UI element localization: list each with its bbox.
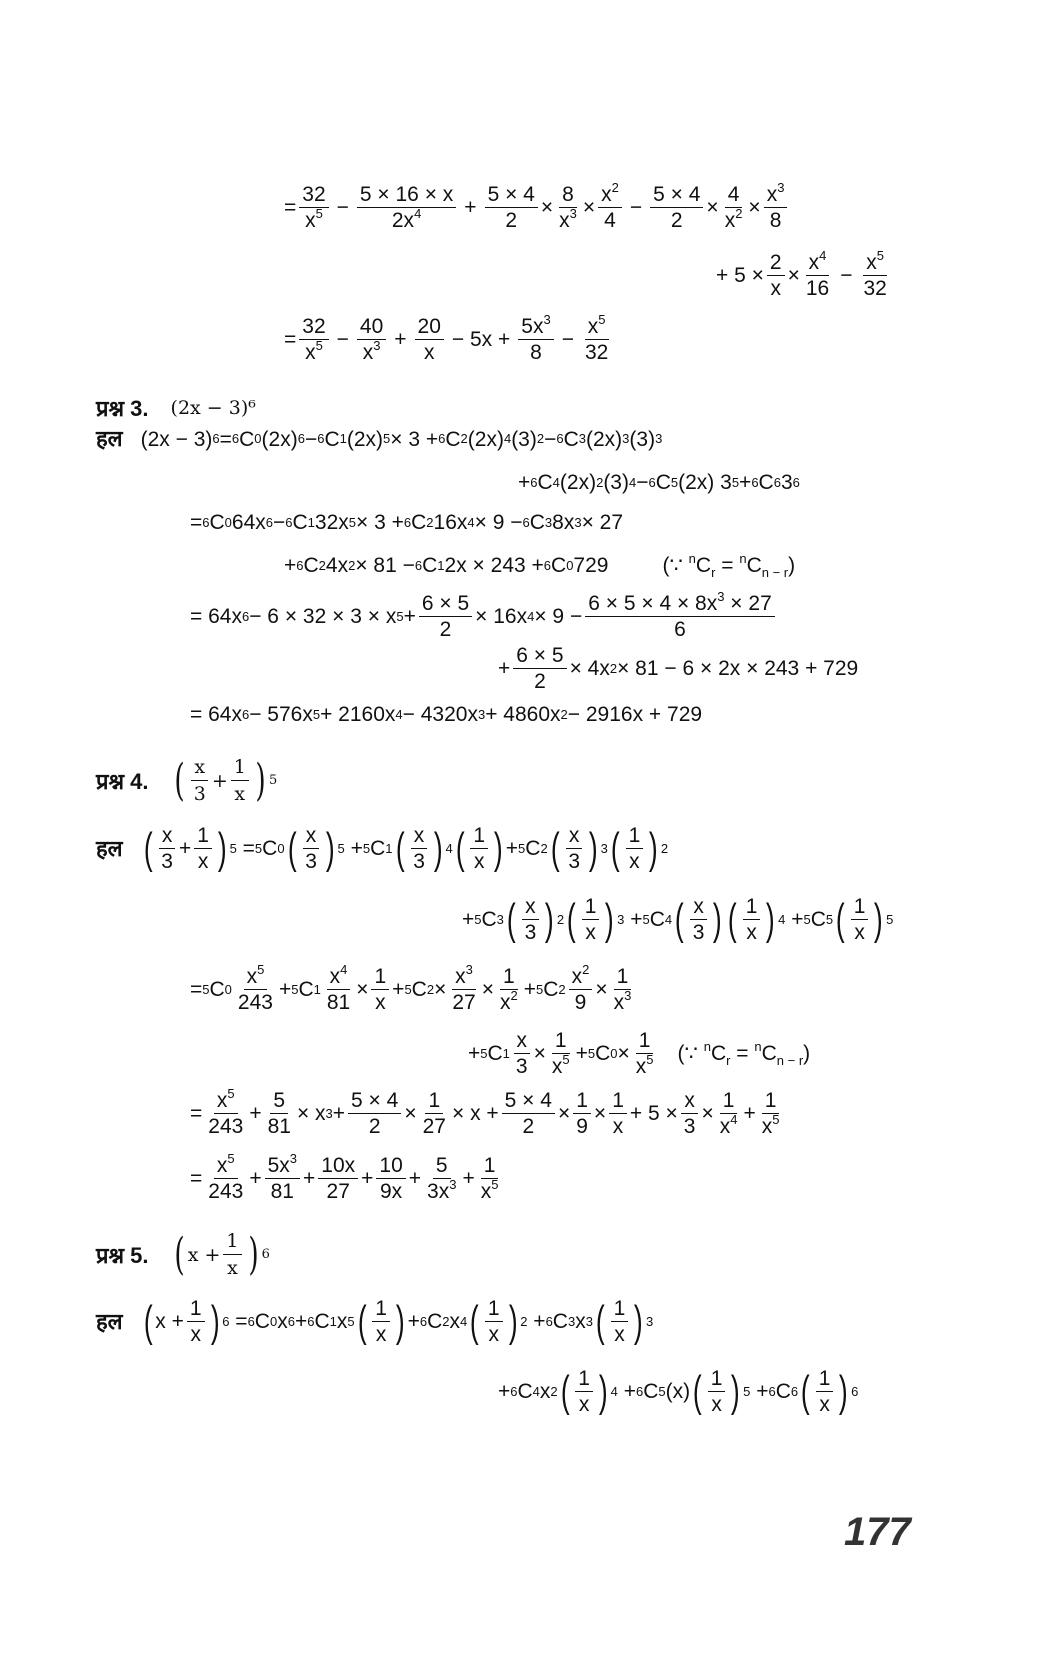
q2-step-1b: + 5 × $\frac{2}{x}$ × $\frac{x^4}{16}$ − $\frac{x^5}{32}$ — [716, 248, 887, 300]
q2-step-1: = $\frac{32}{x^5}$ − $\frac{5 \times 16 \times x}{2x^4}$ + $\frac{5 \times 4}{2}$ × $\frac{8}{x^3}$ × $\frac{x^2}{4}$ − $\frac{5 \times 4}{2}$ × $\frac{4}{x^2}$ × $\frac{x^3}{8}$ — [284, 184, 790, 231]
question-5 — [96, 1230, 270, 1279]
q3-solution-1b: + 6 C 4 (2x) 2 (3) 4 − 6 C 5 (2x) 3 5 + 6 C 6 3 6 — [518, 471, 800, 494]
solution-label: हल — [96, 1308, 123, 1334]
question-4-label: प्रश्न 4. — [96, 768, 149, 794]
question-3-problem: (2x − 3)⁶ — [170, 397, 256, 419]
q4-solution-1b: + 5 C 3 ( $\frac{x}{3}$ ) 2 ( $\frac{1}{x}$ ) 3 + 5 C 4 ( $\frac{x}{3}$ ) ( $\frac{1}{x}$ ) 4 + 5 C 5 ( $\frac{1}{x}$ ) 5 — [462, 894, 894, 944]
q3-solution-2: = 6 C 0 64x 6 − 6 C 1 32x 5 × 3 + 6 C 2 16x 4 × 9 − 6 C 3 8x 3 × 27 — [190, 511, 624, 534]
q3-solution-1: हल (2x − 3) 6 = 6 C 0 (2x) 6 − 6 C 1 (2x) 5 × 3 + 6 C 2 (2x) 4 (3) 2 − 6 C 3 (2x) 3 (3) 3 — [96, 426, 663, 451]
q2-step-2: = $\frac{32}{x^5}$ − $\frac{40}{x^3}$ + $\frac{20}{x}$ − 5x + $\frac{5x^3}{8}$ − $\frac{x^5}{32}$ — [284, 312, 609, 364]
page-number: 177 — [844, 1510, 911, 1554]
q3-solution-3b: + $\frac{6 \times 5}{2}$ × 4x 2 × 81 − 6 × 2x × 243 + 729 — [498, 644, 859, 693]
question-3 — [96, 393, 256, 423]
q5-solution-1b: + 6 C 4 x 2 ( $\frac{1}{x}$ ) 4 + 6 C 5 (x) ( $\frac{1}{x}$ ) 5 + 6 C 6 ( $\frac{1}{x}$ ) 6 — [498, 1366, 859, 1416]
q4-solution-2: = 5 C 0 $\frac{x^5}{243}$ + 5 C 1 $\frac{x^4}{81}$ × $\frac{1}{x}$ + 5 C 2 × $\frac{x^3}{27}$ × $\frac{1}{x^2}$ + 5 C 2 $\frac{x^2}{9}$ × $\frac{1}{x^3}$ — [190, 962, 632, 1014]
question-4 — [96, 756, 277, 805]
q4-solution-1: हल ( $\frac{x}{3}$ + $\frac{1}{x}$ ) 5 = 5 C 0 ( $\frac{x}{3}$ ) 5 + 5 C 1 ( $\frac{x}{3}$ ) 4 ( $\frac{1}{x}$ ) + 5 C 2 ( $\frac{x}{3}$ ) 3 ( $\frac{1}{x}$ ) 2 — [96, 823, 669, 873]
question-5-problem: ( x + $\frac{1}{x}$ ) 6 — [173, 1228, 270, 1280]
question-5-label: प्रश्न 5. — [96, 1242, 149, 1268]
q4-solution-3: = $\frac{x^5}{243}$ + $\frac{5}{81}$ × x 3 + $\frac{5 \times 4}{2}$ × $\frac{1}{27}$ × x + $\frac{5 \times 4}{2}$ × $\frac{1}{9}$ × $\frac{1}{x}$ + 5 × $\frac{x}{3}$ × $\frac{1}{x^4}$ + $\frac{1}{x^5}$ — [190, 1086, 780, 1138]
q5-solution-1: हल ( x + $\frac{1}{x}$ ) 6 = 6 C 0 x 6 + 6 C 1 x 5 ( $\frac{1}{x}$ ) + 6 C 2 x 4 ( $\frac{1}{x}$ ) 2 + 6 C 3 x 3 ( $\frac{1}{x}$ ) 3 — [96, 1296, 654, 1346]
question-4-problem: ( $\frac{x}{3}$ + $\frac{1}{x}$ ) 5 — [173, 754, 278, 806]
solution-label: हल — [96, 426, 123, 451]
solution-label: हल — [96, 835, 123, 861]
q4-solution-2b: + 5 C 1 $\frac{x}{3}$ × $\frac{1}{x^5}$ + 5 C 0 × $\frac{1}{x^5}$ (∵ $^nC_r = ^nC_{n - r}$) — [468, 1029, 811, 1078]
q3-solution-4: = 64x 6 − 576x 5 + 2160x 4 − 4320x 3 + 4860x 2 − 2916x + 729 — [190, 703, 703, 726]
question-3-label: प्रश्न 3. — [96, 396, 149, 421]
q4-solution-4: = $\frac{x^5}{243}$ + $\frac{5x^3}{81}$ + $\frac{10x}{27}$ + $\frac{10}{9x}$ + $\frac{5}{3x^3}$ + $\frac{1}{x^5}$ — [190, 1151, 499, 1203]
q3-solution-3: = 64x 6 − 6 × 32 × 3 × x 5 + $\frac{6 \times 5}{2}$ × 16x 4 × 9 − $\frac{6 \times 5 \times 4 \times 8x^3 \times 27}{6}$ — [190, 593, 778, 640]
q3-solution-2b: + 6 C 2 4x 2 × 81 − 6 C 1 2x × 243 + 6 C 0 729 (∵ $^nC_r = ^nC_{n - r}$) — [284, 551, 796, 580]
